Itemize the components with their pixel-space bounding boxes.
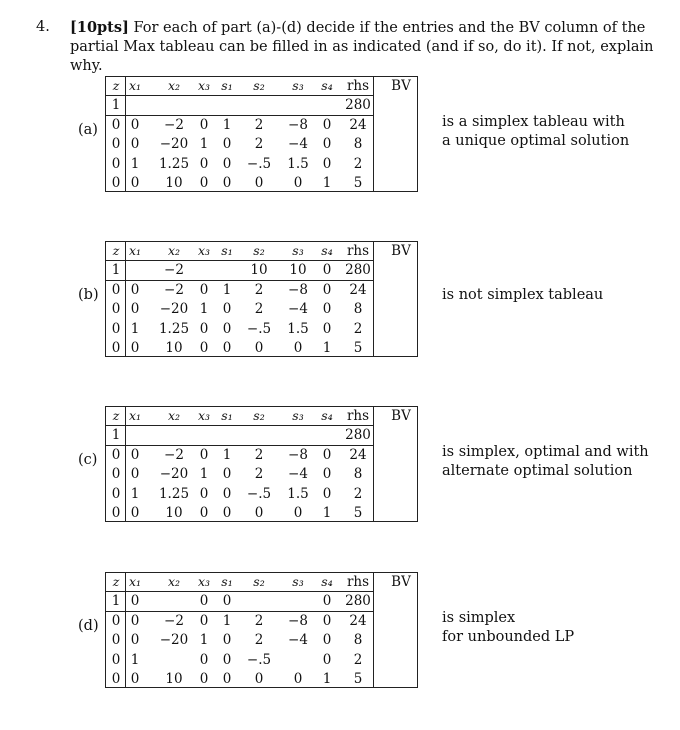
tableau-cell: 0	[199, 671, 209, 687]
tableau-cell: 0	[111, 301, 121, 317]
tableau-cell: 2	[353, 320, 363, 337]
tableau-cell: 0	[322, 485, 332, 502]
tableau-cell: 5	[353, 505, 363, 521]
tableau-cell: 1	[322, 175, 332, 191]
column-header: x₁	[128, 574, 142, 589]
tableau-cell: −2	[164, 116, 184, 133]
part-b	[0, 241, 680, 361]
problem-points: [10pts]	[70, 19, 129, 36]
tableau-cell: −20	[159, 632, 189, 648]
tableau-cell: −8	[288, 281, 308, 298]
tableau-cell: 1	[199, 632, 209, 648]
tableau-cell: 8	[353, 301, 363, 317]
tableau-cell: 0	[130, 505, 140, 521]
column-header: x₂	[167, 574, 181, 589]
tableau-cell: 0	[130, 593, 140, 609]
tableau-cell: 0	[111, 116, 121, 133]
column-header: BV	[391, 574, 411, 590]
tableau-cell: 0	[322, 466, 332, 482]
column-header: s₄	[321, 78, 333, 93]
tableau-vertical-rule	[373, 573, 374, 687]
tableau-cell: 0	[130, 446, 140, 463]
tableau	[105, 76, 418, 192]
tableau-cell: 1	[199, 466, 209, 482]
tableau-cell: 5	[353, 340, 363, 356]
column-header: s₁	[221, 574, 233, 589]
tableau-cell: 1	[322, 671, 332, 687]
tableau-cell: 0	[199, 175, 209, 191]
description-line: is simplex, optimal and with	[442, 444, 649, 460]
tableau-cell: 10	[289, 262, 307, 278]
tableau-cell: 0	[254, 175, 264, 191]
column-header: rhs	[346, 574, 370, 590]
tableau-cell: 1	[111, 427, 121, 443]
tableau-cell: 0	[322, 446, 332, 463]
tableau-cell: 0	[199, 612, 209, 629]
tableau-cell: 0	[322, 651, 332, 668]
column-header: rhs	[346, 408, 370, 424]
tableau-cell: 1	[222, 281, 232, 298]
tableau-cell: 0	[199, 651, 209, 668]
part-label: (d)	[78, 618, 99, 634]
tableau-cell: 0	[322, 262, 332, 278]
tableau-horizontal-rule	[106, 591, 373, 592]
tableau-cell: 0	[322, 281, 332, 298]
tableau-cell: 1.5	[287, 155, 309, 172]
tableau-cell: 0	[222, 651, 232, 668]
tableau-cell: 0	[130, 632, 140, 648]
tableau-horizontal-rule	[106, 260, 373, 261]
tableau-cell: 0	[222, 155, 232, 172]
part-label: (a)	[78, 122, 98, 138]
problem-text	[70, 18, 666, 76]
tableau-cell: −2	[164, 612, 184, 629]
tableau-cell: 280	[345, 593, 371, 609]
tableau-cell: 0	[111, 446, 121, 463]
part-c	[0, 406, 680, 526]
tableau-cell: −8	[288, 116, 308, 133]
tableau-cell: 0	[111, 505, 121, 521]
column-header: x₂	[167, 78, 181, 93]
tableau-cell: 1	[130, 155, 140, 172]
tableau	[105, 241, 418, 357]
tableau-cell: −.5	[246, 320, 272, 337]
column-header: x₂	[167, 243, 181, 258]
column-header: z	[112, 574, 120, 589]
tableau-cell: −8	[288, 612, 308, 629]
column-header: s₁	[221, 408, 233, 423]
tableau-cell: 8	[353, 466, 363, 482]
tableau-cell: 0	[130, 612, 140, 629]
part-description	[442, 443, 649, 481]
tableau-cell: 2	[353, 651, 363, 668]
column-header: s₃	[292, 408, 304, 423]
tableau-cell: 0	[254, 671, 264, 687]
tableau-cell: 2	[254, 136, 264, 152]
part-label: (c)	[78, 452, 98, 468]
tableau-cell: 0	[222, 593, 232, 609]
tableau-horizontal-rule	[106, 611, 373, 612]
tableau-cell: 1	[199, 136, 209, 152]
description-line: is not simplex tableau	[442, 287, 604, 303]
tableau-cell: 24	[349, 281, 367, 298]
tableau-cell: 0	[254, 340, 264, 356]
tableau-cell: 0	[111, 612, 121, 629]
tableau-cell: 1	[222, 116, 232, 133]
tableau-cell: −20	[159, 136, 189, 152]
tableau-vertical-rule	[373, 242, 374, 356]
tableau-cell: 0	[130, 136, 140, 152]
column-header: x₁	[128, 408, 142, 423]
tableau-cell: −.5	[246, 155, 272, 172]
tableau-cell: 2	[254, 281, 264, 298]
tableau-cell: 0	[111, 281, 121, 298]
column-header: x₃	[197, 78, 211, 93]
tableau-cell: 0	[322, 136, 332, 152]
tableau-cell: 0	[199, 485, 209, 502]
tableau-cell: −4	[288, 632, 308, 648]
tableau-cell: 0	[130, 466, 140, 482]
tableau	[105, 572, 418, 688]
tableau-horizontal-rule	[106, 280, 373, 281]
column-header: s₂	[253, 243, 265, 258]
tableau-cell: 0	[222, 175, 232, 191]
part-description	[442, 113, 629, 151]
description-line: a unique optimal solution	[442, 133, 630, 149]
tableau-cell: 5	[353, 175, 363, 191]
tableau-cell: −.5	[246, 485, 272, 502]
tableau-cell: 24	[349, 116, 367, 133]
tableau-cell: 0	[130, 301, 140, 317]
tableau-cell: 1	[130, 320, 140, 337]
tableau-cell: 0	[222, 340, 232, 356]
tableau-cell: −20	[159, 301, 189, 317]
tableau-cell: 10	[165, 671, 183, 687]
tableau-cell: 0	[293, 505, 303, 521]
tableau-cell: −8	[288, 446, 308, 463]
tableau-cell: 8	[353, 136, 363, 152]
tableau-horizontal-rule	[106, 445, 373, 446]
column-header: s₁	[221, 243, 233, 258]
tableau-cell: 2	[254, 466, 264, 482]
tableau-cell: 0	[199, 155, 209, 172]
tableau-vertical-rule	[373, 77, 374, 191]
tableau-cell: 1.5	[287, 485, 309, 502]
tableau-cell: 0	[111, 155, 121, 172]
tableau-cell: 10	[165, 505, 183, 521]
tableau-cell: −20	[159, 466, 189, 482]
tableau-cell: −2	[164, 446, 184, 463]
column-header: s₃	[292, 243, 304, 258]
tableau-cell: 0	[254, 505, 264, 521]
tableau-cell: 2	[254, 632, 264, 648]
column-header: s₄	[321, 243, 333, 258]
tableau-cell: 1	[111, 262, 121, 278]
tableau-cell: 0	[130, 340, 140, 356]
tableau-cell: 5	[353, 671, 363, 687]
tableau-cell: 1	[111, 593, 121, 609]
column-header: x₁	[128, 243, 142, 258]
tableau-cell: 280	[345, 262, 371, 278]
column-header: s₃	[292, 78, 304, 93]
column-header: x₁	[128, 78, 142, 93]
tableau-cell: 2	[254, 301, 264, 317]
tableau-cell: 0	[111, 651, 121, 668]
tableau-cell: 0	[322, 116, 332, 133]
column-header: BV	[391, 243, 411, 259]
tableau-cell: 0	[322, 632, 332, 648]
tableau-cell: 0	[222, 505, 232, 521]
tableau-cell: 1.25	[158, 320, 190, 337]
column-header: s₁	[221, 78, 233, 93]
tableau-cell: 0	[130, 175, 140, 191]
column-header: s₃	[292, 574, 304, 589]
tableau-cell: 0	[111, 175, 121, 191]
tableau-cell: 1	[130, 651, 140, 668]
column-header: s₂	[253, 408, 265, 423]
tableau-cell: 0	[111, 340, 121, 356]
tableau-cell: 0	[322, 301, 332, 317]
tableau-cell: 2	[353, 485, 363, 502]
tableau-cell: 1.25	[158, 485, 190, 502]
tableau-cell: 0	[322, 593, 332, 609]
column-header: s₂	[253, 78, 265, 93]
tableau-cell: 10	[250, 262, 268, 278]
tableau-cell: 0	[222, 485, 232, 502]
tableau-cell: 0	[111, 136, 121, 152]
tableau-cell: 0	[199, 505, 209, 521]
tableau-cell: 0	[322, 320, 332, 337]
tableau-cell: 1	[130, 485, 140, 502]
description-line: is a simplex tableau with	[442, 114, 625, 130]
tableau-cell: 24	[349, 446, 367, 463]
tableau-cell: 1	[111, 97, 121, 113]
tableau-cell: 0	[199, 281, 209, 298]
column-header: BV	[391, 78, 411, 94]
tableau-cell: 0	[293, 175, 303, 191]
problem-statement	[36, 18, 666, 76]
tableau-cell: −4	[288, 301, 308, 317]
part-description	[442, 609, 574, 647]
tableau-cell: 0	[222, 466, 232, 482]
part-d	[0, 572, 680, 692]
column-header: z	[112, 408, 120, 423]
tableau-cell: 0	[199, 320, 209, 337]
tableau-cell: 0	[199, 446, 209, 463]
problem-body: For each of part (a)-(d) decide if the entries and the BV column of the partial Max tableau can be filled in as indicated (and if so, do it). If not, explain why.	[70, 20, 654, 74]
tableau-cell: 8	[353, 632, 363, 648]
tableau-cell: −2	[164, 281, 184, 298]
tableau-cell: 0	[222, 320, 232, 337]
tableau-cell: 24	[349, 612, 367, 629]
tableau-cell: 10	[165, 175, 183, 191]
tableau-cell: 0	[111, 466, 121, 482]
tableau-cell: 280	[345, 97, 371, 113]
description-line: alternate optimal solution	[442, 463, 633, 479]
problem-number: 4.	[36, 19, 50, 35]
column-header: s₄	[321, 408, 333, 423]
tableau-horizontal-rule	[106, 115, 373, 116]
column-header: rhs	[346, 78, 370, 94]
tableau-cell: 10	[165, 340, 183, 356]
tableau-cell: 2	[254, 116, 264, 133]
part-description	[442, 286, 603, 305]
tableau-cell: 1	[199, 301, 209, 317]
description-line: for unbounded LP	[442, 629, 575, 645]
description-line: is simplex	[442, 610, 516, 626]
tableau	[105, 406, 418, 522]
tableau-cell: −.5	[246, 651, 272, 668]
tableau-cell: 0	[322, 155, 332, 172]
tableau-cell: 2	[353, 155, 363, 172]
tableau-cell: 0	[199, 593, 209, 609]
tableau-cell: 0	[293, 671, 303, 687]
tableau-cell: 1	[322, 340, 332, 356]
tableau-cell: 1	[322, 505, 332, 521]
tableau-horizontal-rule	[106, 95, 373, 96]
tableau-cell: 0	[199, 340, 209, 356]
tableau-cell: 0	[130, 116, 140, 133]
column-header: rhs	[346, 243, 370, 259]
part-a	[0, 76, 680, 196]
tableau-cell: −4	[288, 466, 308, 482]
tableau-cell: 0	[222, 632, 232, 648]
tableau-cell: 0	[222, 136, 232, 152]
tableau-cell: 1.25	[158, 155, 190, 172]
tableau-vertical-rule	[373, 407, 374, 521]
tableau-cell: 0	[199, 116, 209, 133]
column-header: z	[112, 243, 120, 258]
column-header: x₃	[197, 408, 211, 423]
tableau-horizontal-rule	[106, 425, 373, 426]
column-header: x₃	[197, 574, 211, 589]
column-header: BV	[391, 408, 411, 424]
column-header: s₄	[321, 574, 333, 589]
tableau-cell: 2	[254, 612, 264, 629]
column-header: x₂	[167, 408, 181, 423]
column-header: s₂	[253, 574, 265, 589]
column-header: x₃	[197, 243, 211, 258]
tableau-cell: 0	[222, 301, 232, 317]
tableau-cell: 0	[111, 632, 121, 648]
tableau-cell: 1	[222, 446, 232, 463]
tableau-cell: 0	[111, 671, 121, 687]
tableau-cell: 0	[111, 320, 121, 337]
tableau-cell: 1.5	[287, 320, 309, 337]
tableau-cell: 0	[130, 671, 140, 687]
tableau-cell: 280	[345, 427, 371, 443]
column-header: z	[112, 78, 120, 93]
tableau-cell: 0	[293, 340, 303, 356]
tableau-cell: −2	[164, 262, 184, 278]
tableau-cell: −4	[288, 136, 308, 152]
tableau-cell: 0	[130, 281, 140, 298]
tableau-cell: 2	[254, 446, 264, 463]
tableau-cell: 1	[222, 612, 232, 629]
tableau-cell: 0	[111, 485, 121, 502]
tableau-cell: 0	[322, 612, 332, 629]
part-label: (b)	[78, 287, 99, 303]
tableau-cell: 0	[222, 671, 232, 687]
